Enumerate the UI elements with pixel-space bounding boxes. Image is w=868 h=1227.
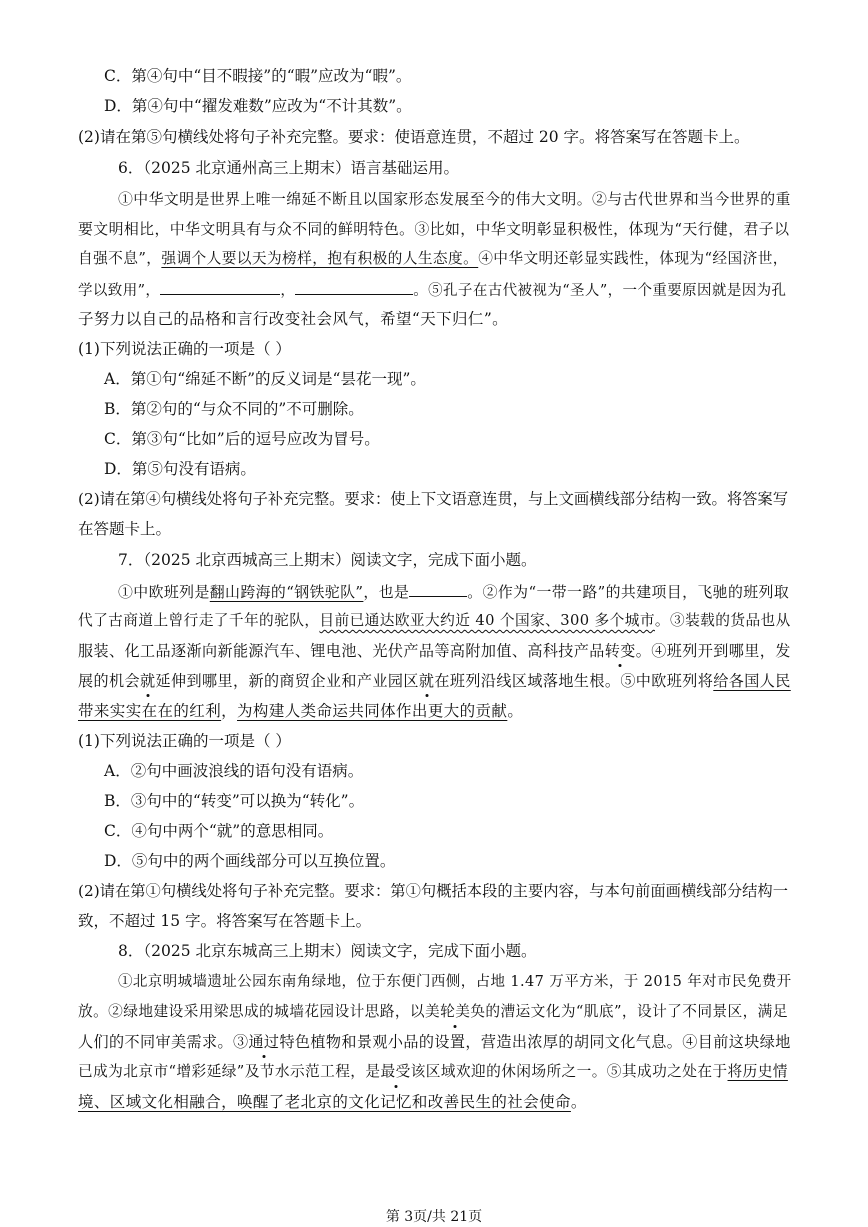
question-7-heading: 7．（2025 北京西城高三上期末）阅读文字，完成下面小题。 (118, 551, 537, 569)
passage-text: 特色植物和景观小品的设置，营造出浓厚的胡同文化气息。④目前这块绿地 (279, 1033, 791, 1051)
question-8-heading: 8．（2025 北京东城高三上期末）阅读文字，完成下面小题。 (118, 942, 537, 960)
passage-line (78, 1061, 788, 1083)
option-a: A．②句中画波浪线的语句没有语病。 (104, 762, 364, 780)
passage-text: 学以致用”， (78, 283, 161, 299)
dotted-word: 就 (139, 672, 156, 690)
underlined-phrase: 翻山跨海的“钢铁驼队” (209, 583, 364, 601)
option-c: C．第④句中“目不暇接”的“暇”应改为“暇”。 (104, 67, 412, 85)
passage-text: 延伸到哪里，新的商贸企业和产业园区 (155, 672, 419, 690)
passage-text: ， (221, 702, 238, 720)
option-c: C．④句中两个“就”的意思相同。 (104, 822, 334, 840)
dotted-word: 通过 (248, 1033, 280, 1051)
passage-text: 。 (507, 702, 524, 720)
passage-line (78, 610, 791, 632)
passage-text: ， (280, 283, 296, 299)
passage-text: 。 (570, 1093, 587, 1111)
passage-text: 。③装载的货品也从 (654, 612, 791, 629)
underlined-phrase: 将历史情 (727, 1063, 788, 1080)
underlined-phrase: 强调个人要以天为榜样，抱有积极的人生态度。 (161, 250, 479, 267)
passage-text: 服装、化工品逐渐向新能源汽车、锂电池、光伏产品等高附加值、高科技产品 (78, 642, 605, 660)
dotted-word: 美轮美奂 (425, 1001, 485, 1023)
passage-line (78, 640, 791, 662)
wavy-underlined-phrase: 目前已通达欧亚大约近 40 个国家、300 多个城市 (319, 612, 655, 629)
sub-question-2: (2)请在第④句横线处将句子补充完整。要求：使上下文语意连贯，与上文画横线部分结构一致。将答案写 (78, 490, 789, 508)
passage-line (78, 700, 523, 722)
underlined-phrase: 境、区域文化相融合，唤醒了老北京的文化记忆和改善民生的社会使命 (78, 1093, 571, 1111)
answer-blank (409, 580, 467, 597)
passage-text: 已成为北京市“增彩延绿”及节水示范工程，是 (78, 1063, 381, 1080)
answer-blank (295, 278, 413, 295)
option-d: D．第④句中“擢发难数”应改为“不计其数”。 (104, 97, 412, 115)
passage-line: ①中华文明是世界上唯一绵延不断且以国家形态发展至今的伟大文明。②与古代世界和当今世界的重 (118, 190, 791, 208)
dotted-word: 就 (418, 672, 435, 690)
option-b: B．③句中的“转变”可以换为“转化”。 (104, 792, 365, 810)
passage-text: 在班列沿线区域落地生根。⑤中欧班列将 (434, 672, 714, 690)
underlined-phrase: 带来实实在在的红利 (78, 702, 222, 720)
passage-text: 。⑤孔子在古代被视为“圣人”，一个重要原因就是因为孔 (413, 283, 787, 299)
dotted-word: 转变 (604, 642, 636, 660)
passage-line (78, 278, 786, 302)
underlined-phrase: 为构建人类命运共同体作出更大的贡献 (237, 702, 508, 720)
passage-line (118, 580, 789, 603)
passage-line (78, 1091, 587, 1113)
option-c: C．第③句“比如”后的逗号应改为冒号。 (104, 430, 380, 448)
underlined-phrase: 给各国人民 (713, 672, 791, 690)
passage-text: 。②作为“一带一路”的共建项目，飞驰的班列取 (467, 583, 790, 601)
option-a: A．第①句“绵延不断”的反义词是“昙花一现”。 (104, 370, 426, 388)
passage-text: 的漕运文化为“肌底”，设计了不同景区，满足 (485, 1003, 788, 1020)
passage-text: 该区域欢迎的休闲场所之一。⑤其成功之处在于 (410, 1063, 728, 1080)
passage-text: 代了古商道上曾行走了千年的驼队， (78, 612, 320, 629)
passage-line (78, 248, 788, 270)
option-b: B．第②句的“与众不同的”不可删除。 (104, 400, 364, 418)
sub-question-2-cont: 在答题卡上。 (78, 520, 172, 538)
passage-text: ，也是 (363, 583, 410, 601)
passage-text: 。④班列开到哪里，发 (635, 642, 791, 660)
page-number: 第 3页/共 21页 (385, 1209, 483, 1225)
answer-blank (160, 278, 280, 295)
sub-question-2: (2)请在第①句横线处将句子补充完整。要求：第①句概括本段的主要内容，与本句前面画横线部分结构一 (78, 882, 789, 900)
dotted-word: 最受 (380, 1061, 410, 1083)
passage-text: ④中华文明还彰显实践性，体现为“经国济世， (478, 250, 788, 267)
option-d: D．⑤句中的两个画线部分可以互换位置。 (104, 852, 396, 870)
question-6-heading: 6．（2025 北京通州高三上期末）语言基础运用。 (118, 159, 459, 177)
passage-text: 放。②绿地建设采用梁思成的城墙花园设计思路，以 (78, 1003, 426, 1020)
option-d: D．第⑤句没有语病。 (104, 460, 256, 478)
passage-text: 自强不息”， (78, 250, 162, 267)
passage-line (78, 1001, 788, 1023)
passage-text: 人们的不同审美需求。③ (78, 1033, 249, 1051)
sub-question-1: (1)下列说法正确的一项是（ ） (78, 732, 291, 750)
passage-line (78, 1031, 791, 1053)
passage-line: 子努力以自己的品格和言行改变社会风气，希望“天下归仁”。 (78, 310, 509, 328)
sub-question-2-cont: 致，不超过 15 字。将答案写在答题卡上。 (78, 912, 372, 930)
passage-line: 要文明相比，中华文明具有与众不同的鲜明特色。③比如，中华文明彰显积极性，体现为“天行健，君子以 (78, 220, 790, 238)
sub-question-1: (1)下列说法正确的一项是（ ） (78, 340, 291, 358)
passage-line (78, 670, 791, 692)
passage-text: ①中欧班列是 (118, 583, 210, 601)
passage-text: 展的机会 (78, 672, 140, 690)
passage-line: ①北京明城墙遗址公园东南角绿地，位于东便门西侧，占地 1.47 万平方米，于 2015 年对市民免费开 (118, 974, 792, 990)
sub-question-2: (2)请在第⑤句横线处将句子补充完整。要求：使语意连贯，不超过 20 字。将答案写在答题卡上。 (78, 128, 750, 146)
